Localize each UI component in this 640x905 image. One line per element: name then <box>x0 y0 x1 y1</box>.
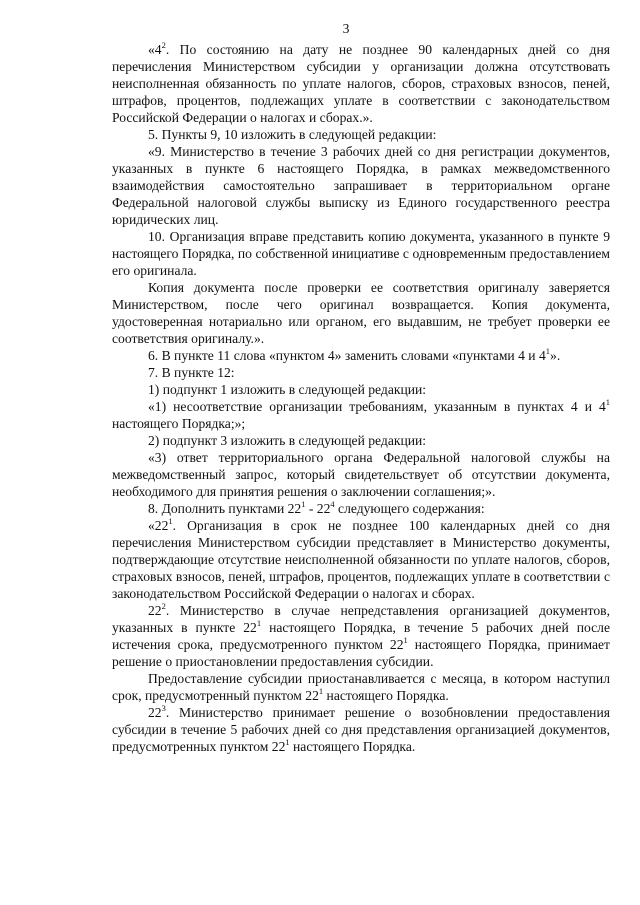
text-run: Копия документа после проверки ее соответствия оригиналу заверяется Министерством, после чего оригинал возвращается. Копия документа, удостоверенная нотариально или органом, его выдавшим, не требует проверки ее соответствия оригиналу.». <box>112 280 610 346</box>
document-body <box>112 41 610 755</box>
paragraph-p3 <box>112 143 610 228</box>
text-run: настоящего Порядка;»; <box>112 416 246 431</box>
paragraph-p6 <box>112 347 610 364</box>
superscript: 3 <box>161 703 166 713</box>
paragraph-p10 <box>112 432 610 449</box>
paragraph-p14 <box>112 602 610 670</box>
text-run: настоящего Порядка. <box>289 739 416 754</box>
superscript: 1 <box>168 516 173 526</box>
text-run: «1) несоответствие организации требованиям, указанным в пунктах 4 и 4 <box>148 399 606 414</box>
text-run: настоящего Порядка, в течение 5 рабочих дней после истечения срока, предусмотренного пунктом 22 <box>112 620 610 652</box>
text-run: «22 <box>148 518 169 533</box>
text-run: «4 <box>148 42 162 57</box>
text-run: 7. В пункте 12: <box>148 365 235 380</box>
paragraph-p12 <box>112 500 610 517</box>
paragraph-p7 <box>112 364 610 381</box>
text-run: следующего содержания: <box>334 501 485 516</box>
text-run: 22 <box>148 705 162 720</box>
paragraph-p2 <box>112 126 610 143</box>
text-run: 1) подпункт 1 изложить в следующей редакции: <box>148 382 427 397</box>
text-run: 2) подпункт 3 изложить в следующей редакции: <box>148 433 427 448</box>
text-run: . Организация в срок не позднее 100 календарных дней со дня перечисления Министерством субсидии представляет в Министерство документы, подтверждающие отсутствие неисполненной обязанности по уплате налогов, сборов, страховых взносов, пеней, штрафов, процентов, подлежащих уплате в соответствии с законодательством Российской Федерации о налогах и сборах. <box>112 518 610 601</box>
text-run: . По состоянию на дату не позднее 90 календарных дней со дня перечисления Министерством субсидии у организации должна отсутствовать неисполненная обязанность по уплате налогов, сборов, страховых взносов, пеней, штрафов, процентов, подлежащих уплате в соответствии с законодательством Российской Федерации о налогах и сборах.». <box>112 42 610 125</box>
paragraph-p16 <box>112 704 610 755</box>
text-run: 22 <box>148 603 162 618</box>
superscript: 1 <box>545 346 551 356</box>
text-run: «3) ответ территориального органа Федеральной налоговой службы на межведомственный запрос, который свидетельствует об отсутствии документа, необходимого для принятия решения о заключении соглашения;». <box>112 450 610 499</box>
superscript: 1 <box>285 737 290 747</box>
text-run: ». <box>550 348 561 363</box>
text-run: «9. Министерство в течение 3 рабочих дней со дня регистрации документов, указанных в пункте 6 настоящего Порядка, в рамках межведомственного взаимодействия самостоятельно запрашивает в территориальном органе Федеральной налоговой службы выписку из Единого государственного реестра юридических лиц. <box>112 144 610 227</box>
superscript: 2 <box>161 40 166 50</box>
text-run: 6. В пункте 11 слова «пунктом 4» заменить словами «пунктами 4 и 4 <box>148 348 546 363</box>
superscript: 1 <box>403 635 408 645</box>
paragraph-p11 <box>112 449 610 500</box>
text-run: . Министерство в случае непредставления организацией документов, указанных в пункте 22 <box>112 603 610 635</box>
paragraph-p15 <box>112 670 610 704</box>
paragraph-p8 <box>112 381 610 398</box>
text-run: 5. Пункты 9, 10 изложить в следующей редакции: <box>148 127 437 142</box>
superscript: 1 <box>605 397 610 407</box>
text-run: 8. Дополнить пунктами 22 <box>148 501 302 516</box>
text-run: . Министерство принимает решение о возобновлении предоставления субсидии в течение 5 рабочих дней со дня представления организацией документов, предусмотренных пунктом 22 <box>112 705 610 754</box>
superscript: 2 <box>161 601 166 611</box>
superscript: 1 <box>318 686 324 696</box>
paragraph-p4 <box>112 228 610 279</box>
paragraph-p9 <box>112 398 610 432</box>
superscript: 1 <box>256 618 262 628</box>
paragraph-p1 <box>112 41 610 126</box>
paragraph-p5 <box>112 279 610 347</box>
paragraph-p13 <box>112 517 610 602</box>
text-run: 10. Организация вправе представить копию документа, указанного в пункте 9 настоящего Порядка, по собственной инициативе с одновременным предоставлением его оригинала. <box>112 229 610 278</box>
superscript: 4 <box>330 499 335 509</box>
page-number: 3 <box>342 21 350 36</box>
text-run: Предоставление субсидии приостанавливается с месяца, в котором наступил срок, предусмотренный пунктом 22 <box>112 671 610 703</box>
text-run: настоящего Порядка, принимает решение о приостановлении предоставления субсидии. <box>112 637 610 669</box>
text-run: - 22 <box>305 501 331 516</box>
text-run: настоящего Порядка. <box>323 688 449 703</box>
superscript: 1 <box>301 499 306 509</box>
